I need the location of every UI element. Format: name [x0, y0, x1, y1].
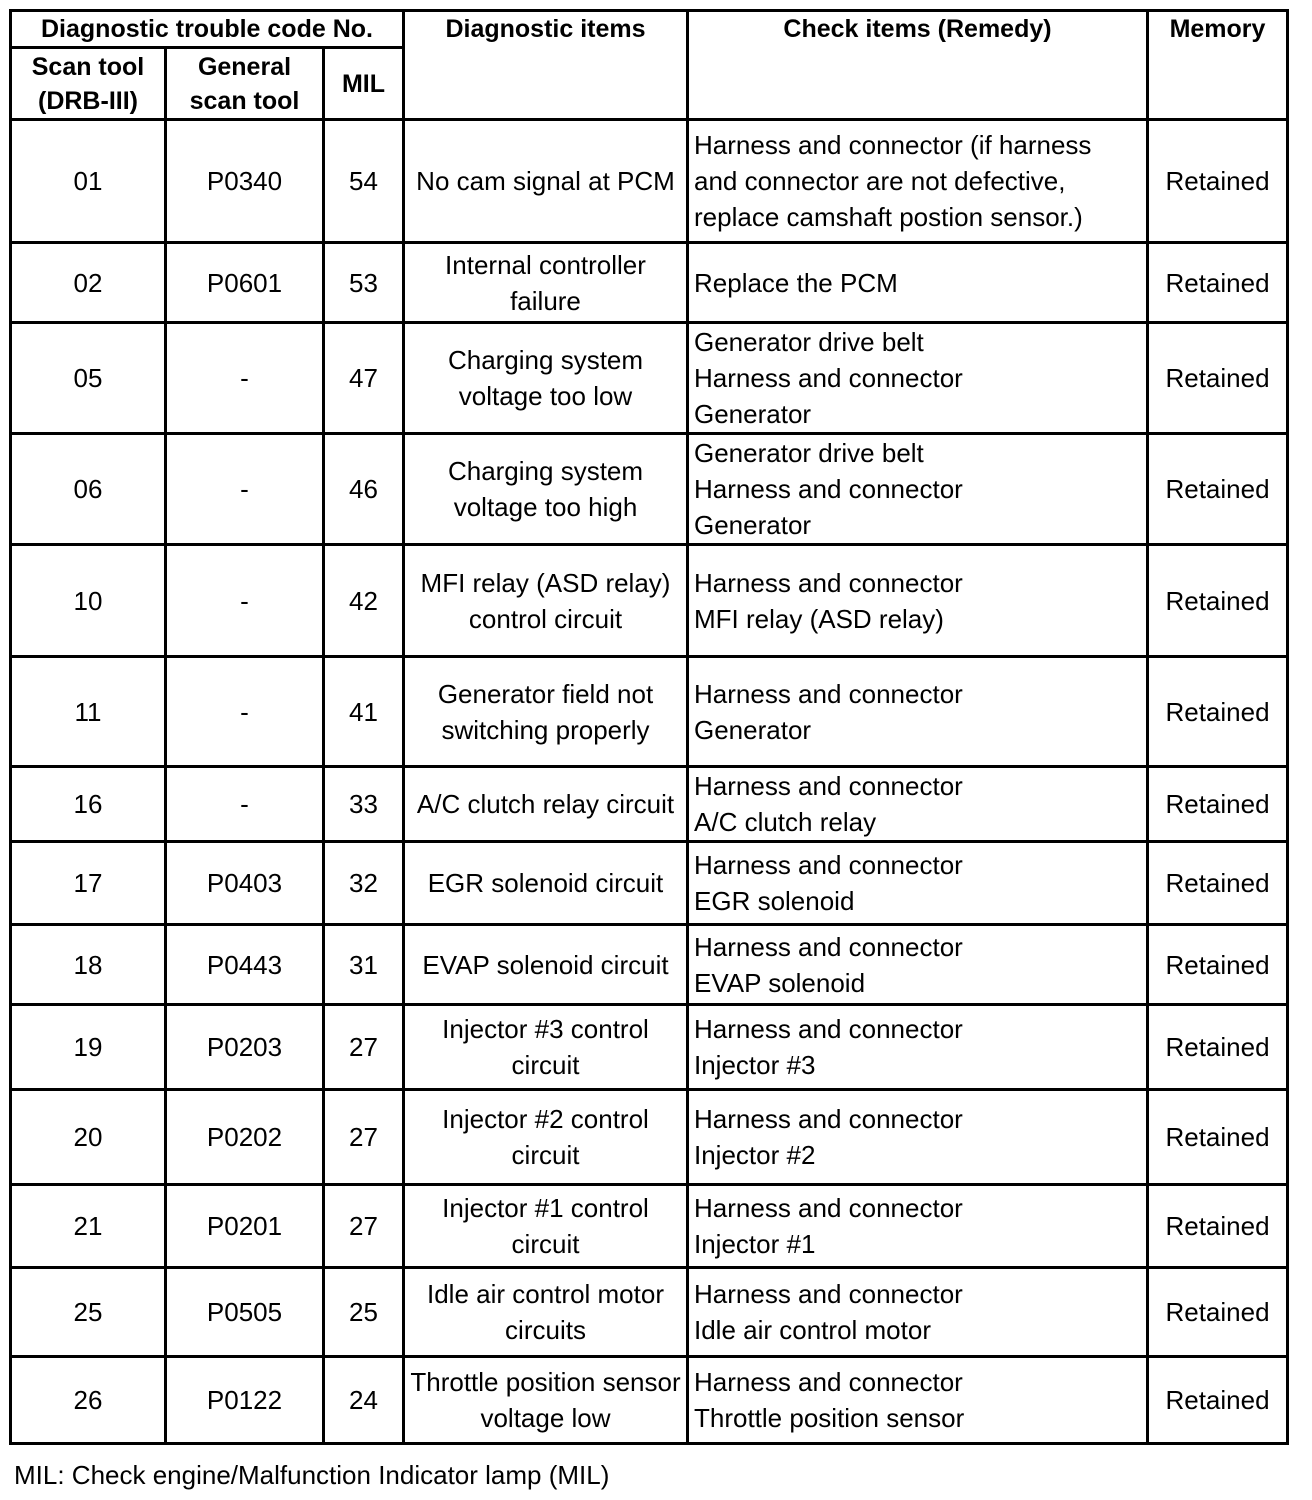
check-item-line: and connector are not defective,	[694, 166, 1066, 196]
cell-scan-tool: 05	[11, 323, 166, 434]
cell-general-scan-tool: P0403	[166, 842, 324, 925]
cell-check-items	[688, 120, 1148, 243]
check-item-line: MFI relay (ASD relay)	[694, 603, 944, 634]
cell-diagnostic-item: Generator field not switching properly	[404, 657, 688, 767]
check-item-line: EVAP solenoid	[694, 967, 866, 998]
check-item-line: Injector #1	[694, 1229, 816, 1259]
cell-diagnostic-item: Internal controller failure	[404, 243, 688, 323]
table-row	[11, 323, 1288, 434]
cell-general-scan-tool: -	[166, 323, 324, 434]
cell-diagnostic-item: Injector #1 control circuit	[404, 1185, 688, 1268]
cell-diagnostic-item: Idle air control motor circuits	[404, 1268, 688, 1357]
cell-check-items	[688, 1005, 1148, 1090]
cell-check-items	[688, 842, 1148, 925]
cell-general-scan-tool: P0340	[166, 120, 324, 243]
cell-memory: Retained	[1148, 657, 1288, 767]
table-row	[11, 1357, 1288, 1444]
header-memory: Memory	[1148, 11, 1288, 120]
cell-mil: 47	[324, 323, 404, 434]
check-item-line: Generator	[694, 714, 812, 745]
cell-check-items	[688, 1268, 1148, 1357]
cell-general-scan-tool: P0443	[166, 925, 324, 1005]
cell-memory: Retained	[1148, 1005, 1288, 1090]
cell-mil: 25	[324, 1268, 404, 1357]
cell-general-scan-tool: P0505	[166, 1268, 324, 1357]
check-item-line: Harness and connector	[694, 931, 963, 962]
cell-memory: Retained	[1148, 434, 1288, 545]
cell-general-scan-tool: P0201	[166, 1185, 324, 1268]
cell-check-items	[688, 545, 1148, 657]
cell-scan-tool: 26	[11, 1357, 166, 1444]
table-row	[11, 120, 1288, 243]
check-item-line: Harness and connector	[694, 363, 963, 393]
cell-mil: 27	[324, 1005, 404, 1090]
cell-check-items	[688, 767, 1148, 842]
cell-memory: Retained	[1148, 1090, 1288, 1185]
cell-mil: 31	[324, 925, 404, 1005]
cell-diagnostic-item: A/C clutch relay circuit	[404, 767, 688, 842]
check-item-line: Replace the PCM	[694, 267, 898, 298]
cell-general-scan-tool: -	[166, 545, 324, 657]
cell-check-items	[688, 657, 1148, 767]
cell-diagnostic-item: Charging system voltage too low	[404, 323, 688, 434]
cell-mil: 54	[324, 120, 404, 243]
cell-diagnostic-item: EVAP solenoid circuit	[404, 925, 688, 1005]
cell-general-scan-tool: P0601	[166, 243, 324, 323]
check-item-line: Harness and connector	[694, 1367, 963, 1397]
cell-memory: Retained	[1148, 925, 1288, 1005]
cell-mil: 41	[324, 657, 404, 767]
cell-memory: Retained	[1148, 1357, 1288, 1444]
cell-scan-tool: 10	[11, 545, 166, 657]
cell-memory: Retained	[1148, 120, 1288, 243]
header-check-items: Check items (Remedy)	[688, 11, 1148, 120]
cell-check-items	[688, 1090, 1148, 1185]
check-item-line: Injector #2	[694, 1140, 816, 1170]
cell-scan-tool: 20	[11, 1090, 166, 1185]
cell-mil: 27	[324, 1090, 404, 1185]
cell-memory: Retained	[1148, 767, 1288, 842]
check-item-line: Throttle position sensor	[694, 1403, 965, 1433]
cell-diagnostic-item: MFI relay (ASD relay) control circuit	[404, 545, 688, 657]
check-item-line: Injector #3	[694, 1050, 816, 1080]
check-item-line: Harness and connector (if harness	[694, 130, 1092, 160]
header-mil: MIL	[324, 48, 404, 120]
cell-scan-tool: 18	[11, 925, 166, 1005]
table-body	[11, 120, 1288, 1444]
check-item-line: Harness and connector	[694, 771, 963, 801]
table-row	[11, 1185, 1288, 1268]
cell-diagnostic-item: Throttle position sensor voltage low	[404, 1357, 688, 1444]
cell-check-items	[688, 1185, 1148, 1268]
check-item-line: Generator drive belt	[694, 438, 924, 468]
footnote: MIL: Check engine/Malfunction Indicator lamp (MIL)	[14, 1460, 610, 1490]
table-row	[11, 1090, 1288, 1185]
cell-general-scan-tool: -	[166, 657, 324, 767]
cell-mil: 27	[324, 1185, 404, 1268]
cell-diagnostic-item: No cam signal at PCM	[404, 120, 688, 243]
header-dtc-group: Diagnostic trouble code No.	[11, 11, 404, 48]
cell-check-items	[688, 434, 1148, 545]
cell-general-scan-tool: -	[166, 767, 324, 842]
cell-scan-tool: 01	[11, 120, 166, 243]
cell-scan-tool: 11	[11, 657, 166, 767]
check-item-line: Harness and connector	[694, 474, 963, 504]
cell-scan-tool: 06	[11, 434, 166, 545]
cell-scan-tool: 21	[11, 1185, 166, 1268]
cell-scan-tool: 19	[11, 1005, 166, 1090]
cell-general-scan-tool: -	[166, 434, 324, 545]
cell-memory: Retained	[1148, 323, 1288, 434]
cell-scan-tool: 17	[11, 842, 166, 925]
cell-scan-tool: 16	[11, 767, 166, 842]
cell-general-scan-tool: P0203	[166, 1005, 324, 1090]
cell-diagnostic-item: Injector #2 control circuit	[404, 1090, 688, 1185]
check-item-line: Generator	[694, 510, 812, 540]
check-item-line: A/C clutch relay	[694, 807, 877, 837]
check-item-line: Harness and connector	[694, 850, 963, 880]
table-row	[11, 1005, 1288, 1090]
table-row	[11, 434, 1288, 545]
table-row	[11, 842, 1288, 925]
cell-general-scan-tool: P0202	[166, 1090, 324, 1185]
cell-memory: Retained	[1148, 1268, 1288, 1357]
table-row	[11, 925, 1288, 1005]
cell-diagnostic-item: Injector #3 control circuit	[404, 1005, 688, 1090]
check-item-line: Harness and connector	[694, 1014, 963, 1044]
cell-check-items	[688, 243, 1148, 323]
check-item-line: EGR solenoid	[694, 886, 855, 916]
check-item-line: Harness and connector	[694, 1193, 963, 1223]
header-general-scan-tool: General scan tool	[166, 48, 324, 120]
cell-scan-tool: 25	[11, 1268, 166, 1357]
check-item-line: Harness and connector	[694, 678, 963, 709]
cell-mil: 32	[324, 842, 404, 925]
table-row	[11, 657, 1288, 767]
cell-general-scan-tool: P0122	[166, 1357, 324, 1444]
dtc-table	[9, 9, 1289, 1445]
table-row	[11, 767, 1288, 842]
check-item-line: Generator drive belt	[694, 327, 924, 357]
cell-memory: Retained	[1148, 545, 1288, 657]
cell-diagnostic-item: Charging system voltage too high	[404, 434, 688, 545]
check-item-line: Harness and connector	[694, 1279, 963, 1309]
check-item-line: Harness and connector	[694, 567, 963, 598]
cell-check-items	[688, 323, 1148, 434]
cell-mil: 42	[324, 545, 404, 657]
cell-mil: 46	[324, 434, 404, 545]
table-row	[11, 1268, 1288, 1357]
check-item-line: replace camshaft postion sensor.)	[694, 202, 1083, 232]
cell-check-items	[688, 925, 1148, 1005]
cell-mil: 24	[324, 1357, 404, 1444]
cell-memory: Retained	[1148, 842, 1288, 925]
cell-diagnostic-item: EGR solenoid circuit	[404, 842, 688, 925]
cell-check-items	[688, 1357, 1148, 1444]
cell-memory: Retained	[1148, 1185, 1288, 1268]
header-scan-tool: Scan tool (DRB-III)	[11, 48, 166, 120]
cell-mil: 53	[324, 243, 404, 323]
table-row	[11, 243, 1288, 323]
header-diagnostic-items: Diagnostic items	[404, 11, 688, 120]
cell-memory: Retained	[1148, 243, 1288, 323]
check-item-line: Harness and connector	[694, 1104, 963, 1134]
cell-scan-tool: 02	[11, 243, 166, 323]
check-item-line: Generator	[694, 399, 812, 429]
cell-mil: 33	[324, 767, 404, 842]
table-row	[11, 545, 1288, 657]
check-item-line: Idle air control motor	[694, 1315, 931, 1345]
